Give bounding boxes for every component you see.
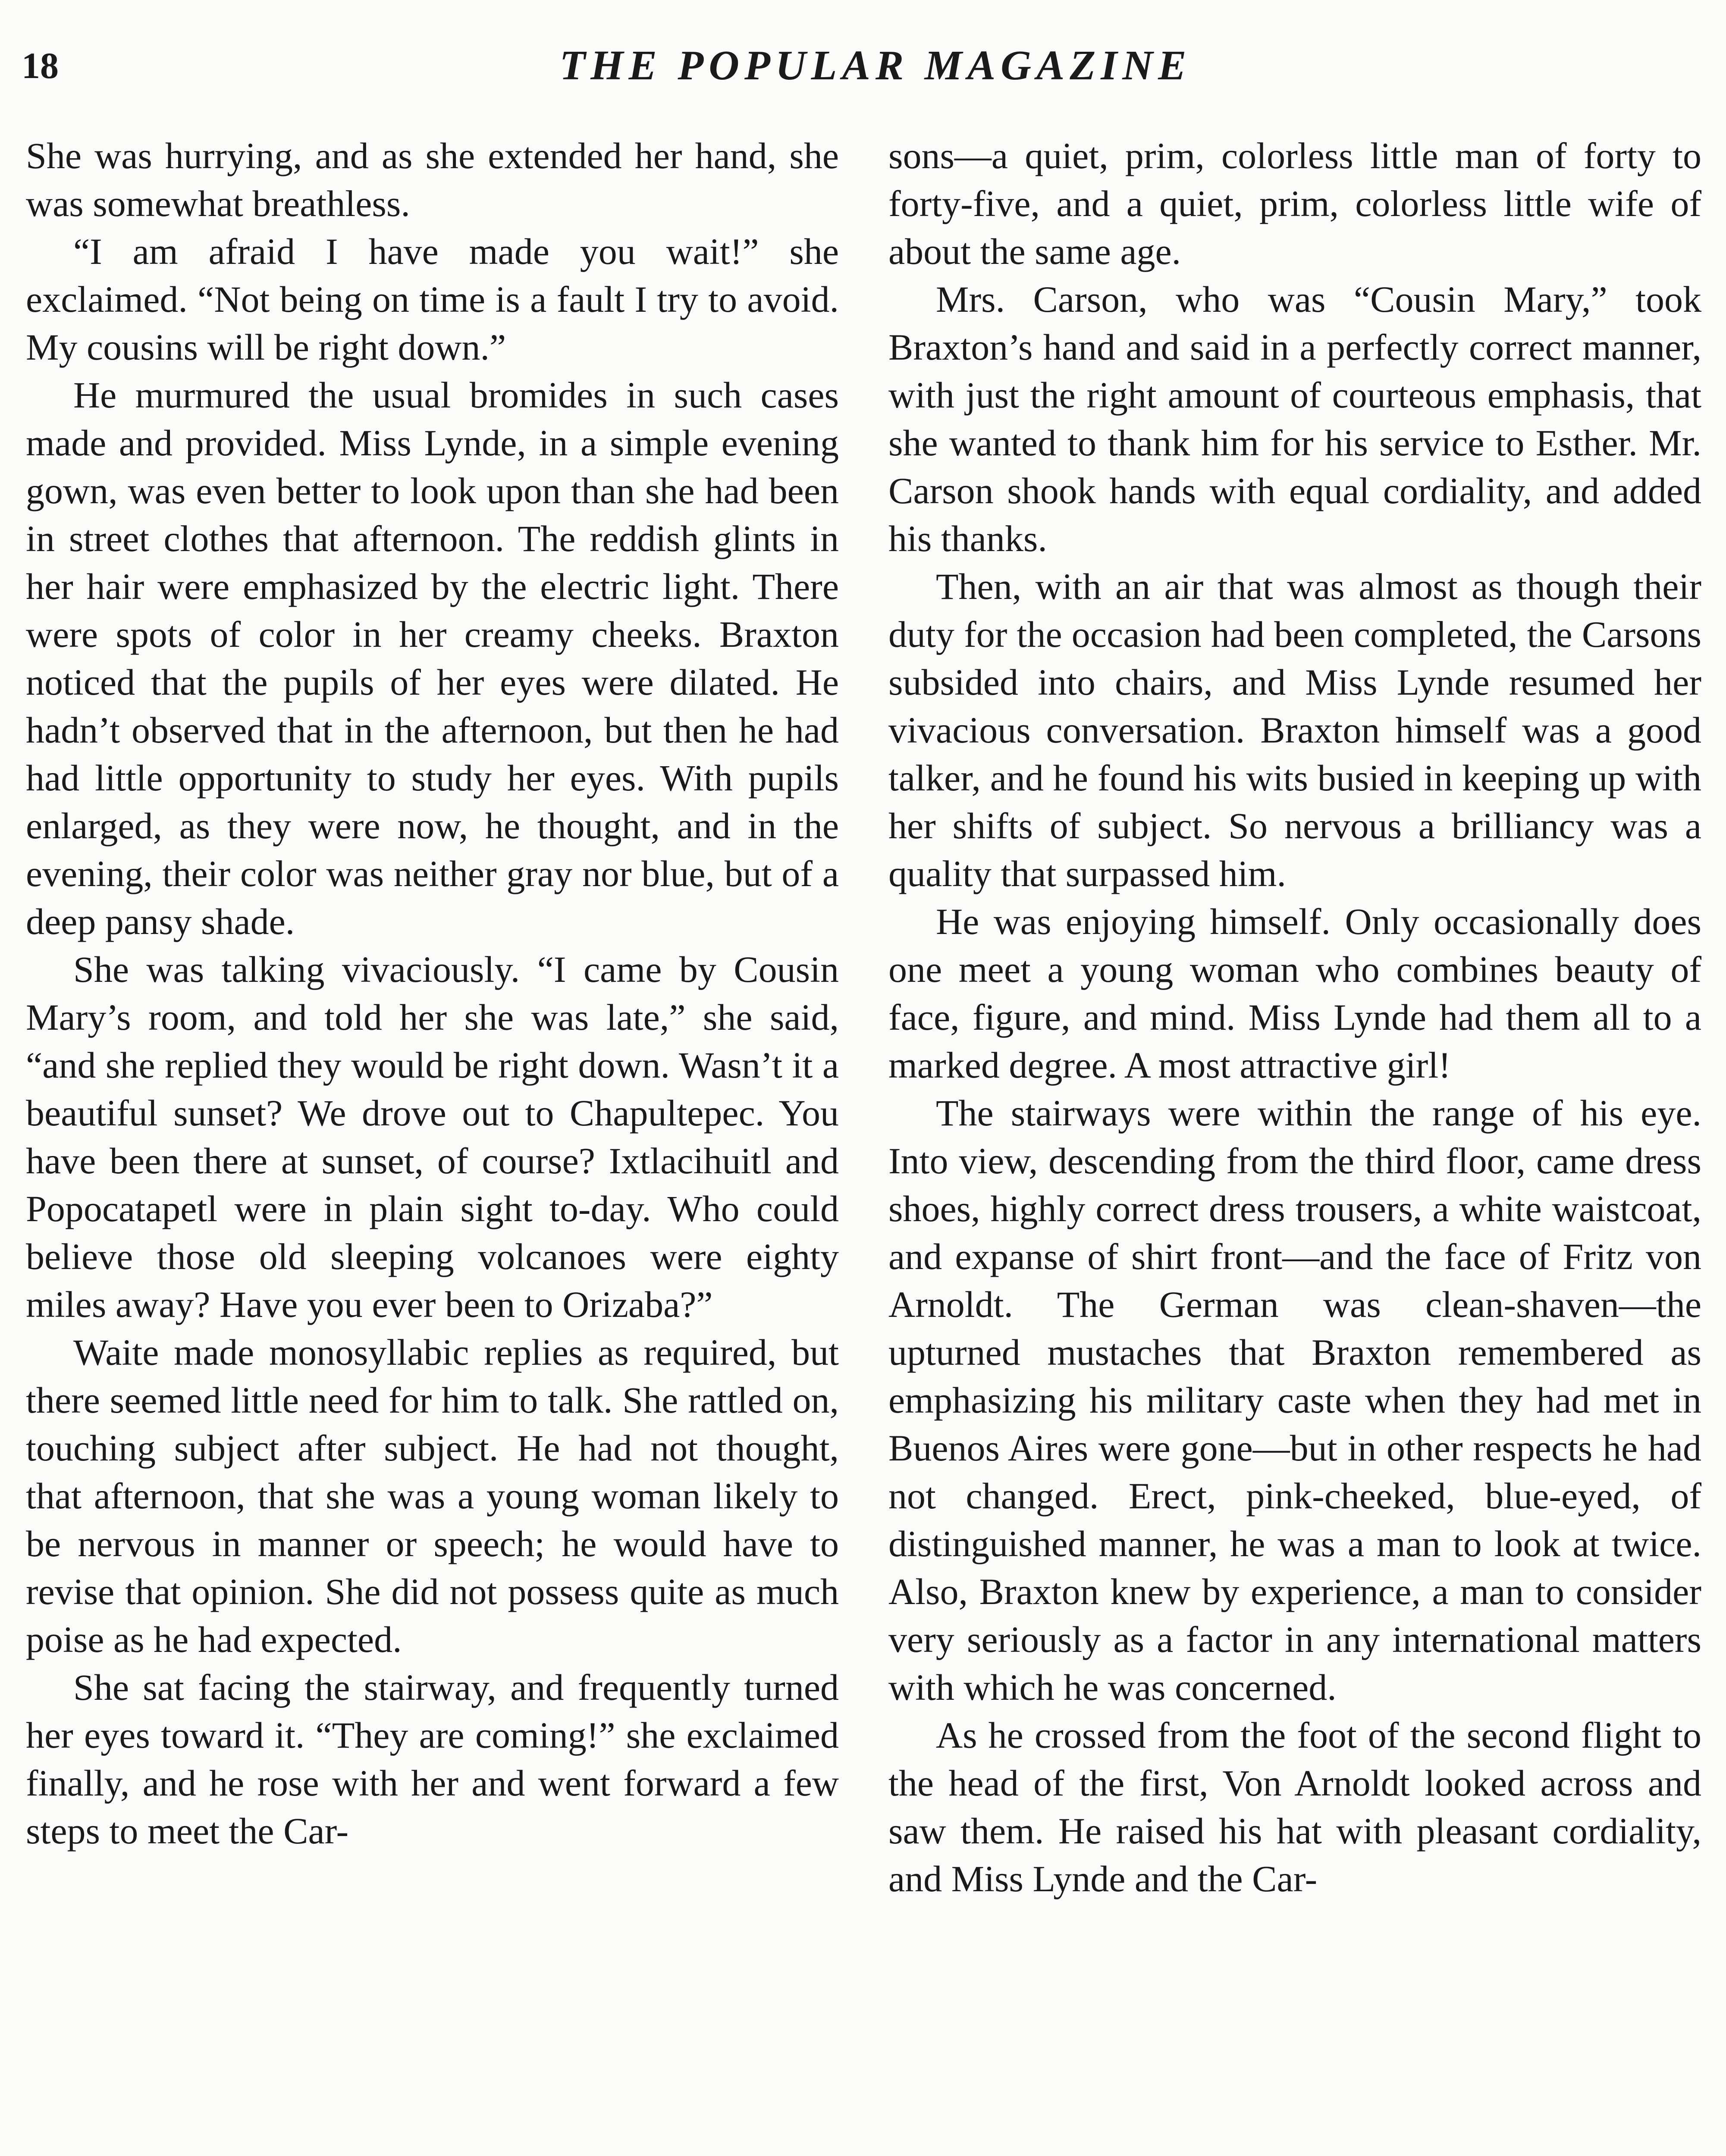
paragraph: Waite made monosyllabic replies as required, but there seemed little need for him to talk. She rattled on, touching subject after subject. He had not thought, that afternoon, that she was a young woman likely to be nervous in manner or speech; he would have to revise that opinion. She did not possess quite as much poise as he had expected. (26, 1332, 839, 1660)
paragraph: “I am afraid I have made you wait!” she exclaimed. “Not being on time is a fault I try to avoid. My cousins will be right down.” (26, 231, 839, 368)
paragraph: Then, with an air that was almost as though their duty for the occasion had been completed, the Carsons subsided into chairs, and Miss Lynde resumed her vivacious conversation. Braxton himself was a good talker, and he found his wits busied in keeping up with her shifts of subject. So nervous a brilliancy was a quality that surpassed him. (888, 566, 1701, 894)
running-title: THE POPULAR MAGAZINE (559, 42, 1192, 89)
paragraph: She was talking vivaciously. “I came by Cousin Mary’s room, and told her she was late,” she said, “and she replied they would be right down. Wasn’t it a beautiful sunset? We drove out to Chapultepec. You have been there at sunset, of course? Ixtlacihuitl and Popocatapetl were in plain sight to-day. Who could believe those old sleeping volcanoes were eighty miles away? Have you ever been to Orizaba?” (26, 949, 839, 1325)
paragraph: He murmured the usual bromides in such cases made and provided. Miss Lynde, in a simple evening gown, was even better to look upon than she had been in street clothes that afternoon. The reddish glints in her hair were emphasized by the electric light. There were spots of color in her creamy cheeks. Braxton noticed that the pupils of her eyes were dilated. He hadn’t observed that in the afternoon, but then he had had little opportunity to study her eyes. With pupils enlarged, as they were now, he thought, and in the evening, their color was neither gray nor blue, but of a deep pansy shade. (26, 374, 839, 942)
page-number: 18 (22, 45, 59, 86)
paragraph: Mrs. Carson, who was “Cousin Mary,” took Braxton’s hand and said in a perfectly correct manner, with just the right amount of courteous emphasis, that she wanted to thank him for his service to Esther. Mr. Carson shook hands with equal cordiality, and added his thanks. (888, 279, 1701, 559)
paragraph: He was enjoying himself. Only occasionally does one meet a young woman who combines beauty of face, figure, and mind. Miss Lynde had them all to a marked degree. A most attractive girl! (888, 901, 1701, 1086)
paragraph: sons—a quiet, prim, colorless little man of forty to forty-five, and a quiet, prim, colorless little wife of about the same age. (888, 135, 1701, 272)
paragraph: She sat facing the stairway, and frequently turned her eyes toward it. “They are coming!” she exclaimed finally, and he rose with her and went forward a few steps to meet the Car- (26, 1667, 839, 1852)
right-column (888, 132, 1701, 2156)
left-column (26, 132, 839, 2156)
page-header (22, 40, 1686, 100)
paragraph: The stairways were within the range of his eye. Into view, descending from the third floor, came dress shoes, highly correct dress trousers, a white waistcoat, and expanse of shirt front—and the face of Fritz von Arnoldt. The German was clean-shaven—the upturned mustaches that Braxton remembered as emphasizing his military caste when they had met in Buenos Aires were gone—but in other respects he had not changed. Erect, pink-cheeked, blue-eyed, of distinguished manner, he was a man to look at twice. Also, Braxton knew by experience, a man to consider very seriously as a factor in any international matters with which he was concerned. (888, 1092, 1701, 1708)
paragraph: As he crossed from the foot of the second flight to the head of the first, Von Arnoldt looked across and saw them. He raised his hat with pleasant cordiality, and Miss Lynde and the Car- (888, 1714, 1701, 1899)
paragraph: She was hurrying, and as she extended her hand, she was somewhat breathless. (26, 135, 839, 224)
